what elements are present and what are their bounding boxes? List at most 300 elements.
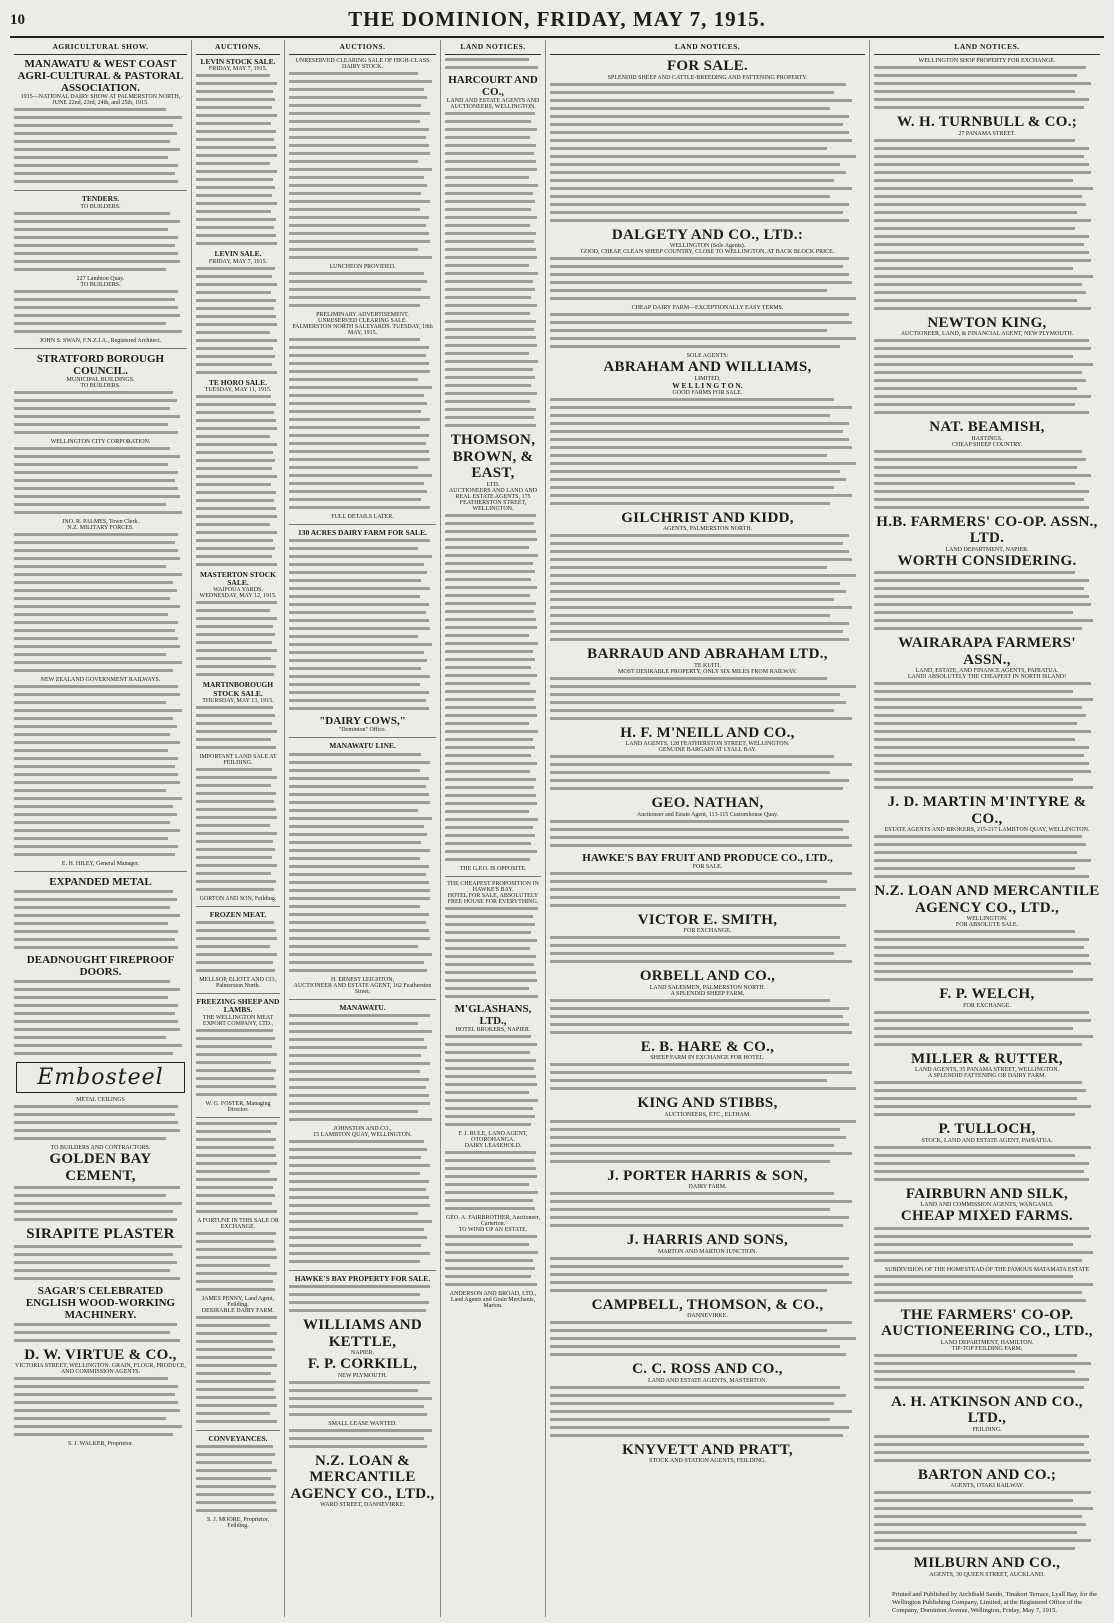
text-line — [14, 212, 187, 218]
ad-caption: LAND AND ESTATE AGENTS AND AUCTIONEERS, WELLINGTON. — [446, 98, 540, 111]
ad-heading: GOLDEN BAY CEMENT, — [49, 1151, 152, 1184]
text-line — [289, 793, 436, 799]
text-line — [14, 853, 187, 859]
text-line — [289, 1389, 436, 1395]
ad-caption: 15 LAMBTON QUAY, WELLINGTON. — [313, 1131, 412, 1138]
text-line — [445, 915, 541, 921]
ad-heading: THE FARMERS' CO-OP. AUCTIONEERING CO., LTD., — [881, 1306, 1093, 1339]
text-line — [874, 1291, 1100, 1297]
ad-caption: WELLINGTON (Sole Agents). — [669, 243, 746, 249]
ad-caption: THE G.P.O. IS OPPOSITE. — [459, 865, 527, 872]
ad-caption: LAND SALESMEN, PALMERSTON NORTH. — [649, 984, 766, 991]
text-line — [196, 1232, 280, 1238]
ad-caption: TO BUILDERS. — [80, 382, 121, 389]
text-line — [196, 1154, 280, 1160]
ad-body-text — [196, 395, 280, 569]
text-line — [289, 272, 436, 278]
text-line — [289, 304, 436, 310]
text-line — [196, 714, 280, 720]
text-line — [196, 146, 280, 152]
text-line — [14, 1277, 187, 1283]
text-line — [445, 192, 541, 198]
text-line — [445, 1283, 541, 1289]
text-line — [874, 786, 1100, 792]
ad-heading: WILLIAMS AND KETTLE, — [302, 1317, 423, 1350]
text-line — [289, 474, 436, 480]
text-line — [550, 944, 865, 950]
text-line — [445, 674, 541, 680]
text-line — [289, 136, 436, 142]
text-line — [289, 434, 436, 440]
text-line — [14, 156, 187, 162]
text-line — [445, 144, 541, 150]
ad-caption: LAND AGENTS, 128 FEATHERSTON STREET, WELLINGTON. — [625, 741, 790, 748]
text-line — [14, 1210, 187, 1216]
ad-caption: LAND! ABSOLUTELY THE CHEAPEST IN NORTH ISLAND! — [907, 674, 1067, 680]
text-line — [196, 617, 280, 623]
text-line — [445, 802, 541, 808]
text-line — [289, 603, 436, 609]
text-line — [550, 1329, 865, 1335]
text-line — [550, 273, 865, 279]
text-line — [196, 1388, 280, 1394]
ad-caption: SPLENDID SHEEP AND CATTLE-BREEDING AND FATTENING PROPERTY. — [607, 74, 808, 81]
ad-caption: TIP-TOP FEILDING FARM. — [951, 1345, 1023, 1352]
text-line — [874, 1443, 1100, 1449]
ad-heading: LEVIN SALE. — [214, 249, 262, 259]
ad-heading: D. W. VIRTUE & CO., — [24, 1346, 177, 1363]
text-line — [289, 1110, 436, 1116]
text-line — [289, 240, 436, 246]
text-line — [445, 1251, 541, 1257]
text-line — [445, 858, 541, 864]
text-line — [874, 411, 1100, 417]
text-line — [445, 296, 541, 302]
text-line — [289, 144, 436, 150]
text-line — [550, 257, 865, 263]
text-line — [550, 414, 865, 420]
text-line — [196, 218, 280, 224]
text-line — [550, 446, 865, 452]
text-line — [289, 450, 436, 456]
text-line — [14, 765, 187, 771]
text-line — [196, 539, 280, 545]
ad-caption: WARD STREET, DANNEVIRKE. — [320, 1502, 405, 1509]
text-line — [14, 1385, 187, 1391]
text-line — [550, 1321, 865, 1327]
text-line — [445, 1107, 541, 1113]
ad-caption: THE CHEAPEST PROPOSITION IN HAWKE'S BAY. — [447, 880, 539, 893]
text-line — [196, 210, 280, 216]
ad-caption: FULL DETAILS LATER. — [331, 514, 394, 520]
text-line — [289, 683, 436, 689]
text-line — [874, 930, 1100, 936]
text-line — [445, 834, 541, 840]
ad-caption: STOCK, LAND AND ESTATE AGENT, PAHIATUA. — [921, 1137, 1053, 1144]
text-line — [196, 339, 280, 345]
ad-body-text — [550, 755, 865, 793]
ad-caption: FOR ABSOLUTE SALE. — [955, 922, 1019, 928]
ad-body-text — [550, 936, 865, 966]
text-line — [550, 614, 865, 620]
text-line — [550, 1418, 865, 1424]
text-line — [196, 555, 280, 561]
text-line — [196, 1202, 280, 1208]
text-line — [445, 1207, 541, 1213]
text-line — [550, 1353, 865, 1359]
text-line — [550, 1063, 865, 1069]
text-line — [196, 872, 280, 878]
text-line — [196, 824, 280, 830]
text-line — [196, 1485, 280, 1491]
text-line — [550, 880, 865, 886]
text-line — [196, 746, 280, 752]
text-line — [550, 590, 865, 596]
ad-heading: LEVIN STOCK SALE. — [200, 57, 276, 66]
ad-body-text — [874, 571, 1100, 633]
ad-caption: HOTEL FOR SALE, ABSOLUTELY FREE HOUSE FOR EVERYTHING. — [447, 892, 539, 905]
text-line — [14, 391, 187, 397]
ad-body-text — [445, 1151, 541, 1213]
text-line — [289, 563, 436, 569]
ad-heading: CAMPBELL, THOMSON, & CO., — [591, 1296, 824, 1313]
text-line — [874, 746, 1100, 752]
text-line — [289, 953, 436, 959]
text-line — [196, 1380, 280, 1386]
ad-caption: N.Z. MILITARY FORCES. — [67, 524, 134, 531]
text-line — [445, 1123, 541, 1129]
ad-body-text — [445, 514, 541, 864]
text-line — [196, 1356, 280, 1362]
text-line — [550, 195, 865, 201]
ad-caption: WELLINGTON SHOP PROPERTY FOR EXCHANGE. — [918, 58, 1056, 64]
text-line — [196, 459, 280, 465]
text-line — [874, 187, 1100, 193]
text-line — [196, 800, 280, 806]
text-line — [289, 1118, 436, 1124]
text-line — [14, 108, 187, 114]
column-header: AGRICULTURAL SHOW. — [14, 40, 187, 55]
ad-body-text — [289, 1140, 436, 1266]
ad-caption: GOOD, CHEAP, CLEAN SHEEP COUNTRY, CLOSE TO WELLINGTON, AT BACK BLOCK PRICE. — [580, 249, 835, 255]
text-line — [289, 587, 436, 593]
text-line — [289, 691, 436, 697]
text-line — [196, 1186, 280, 1192]
text-line — [196, 202, 280, 208]
text-line — [550, 494, 865, 500]
ad-body-text — [550, 1192, 865, 1230]
text-line — [196, 515, 280, 521]
text-line — [874, 235, 1100, 241]
text-line — [196, 411, 280, 417]
ad-heading: CHEAP MIXED FARMS. — [900, 1208, 1074, 1224]
text-line — [289, 1086, 436, 1092]
text-line — [550, 1281, 865, 1287]
text-line — [289, 1381, 436, 1387]
text-line — [196, 738, 280, 744]
text-line — [289, 426, 436, 432]
text-line — [289, 921, 436, 927]
ad-heading: NAT. BEAMISH, — [929, 419, 1045, 435]
text-line — [196, 1272, 280, 1278]
text-line — [874, 851, 1100, 857]
ad-body-text — [874, 450, 1100, 512]
text-line — [874, 1251, 1100, 1257]
text-line — [196, 1264, 280, 1270]
text-line — [14, 236, 187, 242]
text-line — [14, 669, 187, 675]
text-line — [14, 140, 187, 146]
text-line — [550, 297, 865, 303]
text-line — [14, 314, 187, 320]
ad-caption: JAMES PENNY, Land Agent, Feilding. — [201, 1295, 275, 1308]
text-line — [445, 304, 541, 310]
text-line — [14, 1245, 187, 1251]
ad-caption: NAPIER. — [350, 1350, 375, 1357]
text-line — [196, 1093, 280, 1099]
text-line — [550, 438, 865, 444]
ad-body-text — [289, 1381, 436, 1419]
text-line — [14, 503, 187, 509]
text-line — [289, 1413, 436, 1419]
text-line — [196, 1348, 280, 1354]
text-line — [14, 1261, 187, 1267]
ad-caption: JOHNSTON AND CO., — [333, 1125, 392, 1132]
text-line — [445, 256, 541, 262]
text-line — [289, 104, 436, 110]
text-line — [550, 1079, 865, 1085]
text-line — [874, 1283, 1100, 1289]
text-line — [550, 677, 865, 683]
ad-body-text — [874, 682, 1100, 792]
text-line — [874, 195, 1100, 201]
ad-caption: PALMERSTON NORTH SALEYARDS. TUESDAY, 18th MAY, 1915. — [292, 324, 433, 336]
text-line — [550, 131, 865, 137]
text-line — [196, 1340, 280, 1346]
text-line — [550, 281, 865, 287]
text-line — [550, 1152, 865, 1158]
text-line — [14, 1377, 187, 1383]
text-line — [14, 1218, 187, 1224]
text-line — [196, 1324, 280, 1330]
text-line — [874, 259, 1100, 265]
text-line — [289, 1172, 436, 1178]
text-line — [14, 1004, 187, 1010]
text-line — [289, 897, 436, 903]
text-line — [874, 171, 1100, 177]
text-line — [289, 841, 436, 847]
text-line — [874, 730, 1100, 736]
text-line — [289, 651, 436, 657]
text-line — [14, 898, 187, 904]
text-line — [196, 776, 280, 782]
ad-caption: IMPORTANT LAND SALE AT FEILDING. — [199, 753, 277, 766]
ad-heading: VICTOR E. SMITH, — [637, 911, 778, 928]
text-line — [445, 762, 541, 768]
text-line — [289, 929, 436, 935]
text-line — [14, 322, 187, 328]
ad-body-text — [874, 66, 1100, 112]
divider — [289, 524, 436, 525]
text-line — [196, 945, 280, 951]
ad-heading: TENDERS. — [81, 194, 120, 204]
text-line — [874, 690, 1100, 696]
text-line — [14, 1202, 187, 1208]
text-line — [874, 243, 1100, 249]
text-line — [445, 995, 541, 1001]
text-line — [196, 483, 280, 489]
text-line — [445, 384, 541, 390]
text-line — [196, 1138, 280, 1144]
text-line — [289, 128, 436, 134]
ad-heading: BARTON AND CO.; — [917, 1466, 1057, 1483]
text-line — [874, 291, 1100, 297]
text-line — [445, 770, 541, 776]
text-line — [196, 331, 280, 337]
text-line — [445, 1183, 541, 1189]
text-line — [14, 407, 187, 413]
text-line — [196, 921, 280, 927]
text-line — [445, 1091, 541, 1097]
ad-body-text — [445, 1035, 541, 1129]
ad-caption: TO WIND UP AN ESTATE. — [458, 1226, 528, 1233]
text-line — [874, 307, 1100, 313]
text-line — [289, 200, 436, 206]
ad-caption: JOHN S. SWAN, F.N.Z.I.A., Registered Architect. — [39, 337, 162, 344]
text-line — [550, 1160, 865, 1166]
text-line — [445, 754, 541, 760]
text-line — [445, 1199, 541, 1205]
text-line — [196, 1372, 280, 1378]
text-line — [14, 124, 187, 130]
text-line — [550, 99, 865, 105]
column-header: AUCTIONS. — [289, 40, 436, 55]
text-line — [550, 582, 865, 588]
text-line — [445, 336, 541, 342]
text-line — [196, 1029, 280, 1035]
text-line — [196, 491, 280, 497]
text-line — [289, 1022, 436, 1028]
text-line — [445, 907, 541, 913]
text-line — [14, 423, 187, 429]
text-line — [196, 106, 280, 112]
ad-heading: H.B. FARMERS' CO-OP. ASSN., LTD. — [876, 513, 1098, 546]
text-line — [550, 844, 865, 850]
ad-body-text — [196, 768, 280, 894]
ad-heading: FAIRBURN AND SILK, — [905, 1185, 1069, 1202]
text-line — [14, 1129, 187, 1135]
ad-heading: WAIRARAPA FARMERS' ASSN., — [898, 635, 1076, 668]
text-line — [874, 163, 1100, 169]
text-line — [14, 805, 187, 811]
ad-heading: WORTH CONSIDERING. — [897, 552, 1077, 569]
ad-caption: 1915—NATIONAL DAIRY SHOW AT PALMERSTON NORTH, — [20, 94, 181, 101]
text-line — [874, 1097, 1100, 1103]
ad-caption: VICTORIA STREET, WELLINGTON. GRAIN, FLOUR, PRODUCE, AND COMMISSION AGENTS. — [15, 1363, 186, 1376]
text-line — [874, 954, 1100, 960]
text-line — [874, 1451, 1100, 1457]
text-line — [196, 888, 280, 894]
text-line — [874, 1354, 1100, 1360]
text-line — [289, 539, 436, 545]
text-line — [550, 1120, 865, 1126]
text-line — [289, 555, 436, 561]
text-line — [196, 82, 280, 88]
ad-body-text — [874, 1011, 1100, 1049]
text-line — [196, 856, 280, 862]
text-line — [550, 1265, 865, 1271]
ad-caption: AUCTIONEER, LAND, & FINANCIAL AGENT, NEW PLYMOUTH. — [900, 331, 1074, 337]
text-line — [445, 570, 541, 576]
text-line — [196, 1280, 280, 1286]
text-line — [289, 1204, 436, 1210]
text-line — [445, 1191, 541, 1197]
text-line — [14, 725, 187, 731]
text-line — [445, 1267, 541, 1273]
text-line — [196, 1469, 280, 1475]
text-line — [14, 1331, 187, 1337]
text-line — [289, 913, 436, 919]
page-title: THE DOMINION, FRIDAY, MAY 7, 1915. — [348, 7, 766, 31]
text-line — [196, 74, 280, 80]
text-line — [874, 714, 1100, 720]
text-line — [289, 1405, 436, 1411]
divider — [445, 876, 541, 877]
text-line — [196, 768, 280, 774]
text-line — [289, 442, 436, 448]
ad-caption: W. G. FOSTER, Managing Director. — [205, 1100, 271, 1113]
ad-caption: TO BUILDERS. — [80, 281, 121, 288]
text-line — [445, 546, 541, 552]
ad-body-text — [196, 1232, 280, 1294]
text-line — [874, 867, 1100, 873]
ad-body-text — [289, 539, 436, 713]
text-line — [14, 180, 187, 186]
text-line — [289, 1228, 436, 1234]
text-line — [874, 875, 1100, 881]
text-line — [14, 1044, 187, 1050]
text-line — [196, 1364, 280, 1370]
ad-caption: FEILDING. — [972, 1426, 1002, 1433]
text-line — [874, 90, 1100, 96]
ad-heading: MANAWATU LINE. — [329, 741, 396, 751]
text-line — [550, 638, 865, 644]
text-line — [196, 1037, 280, 1043]
text-line — [874, 1035, 1100, 1041]
text-line — [14, 946, 187, 952]
text-line — [550, 771, 865, 777]
text-line — [14, 837, 187, 843]
text-line — [289, 881, 436, 887]
text-line — [550, 598, 865, 604]
text-line — [196, 299, 280, 305]
text-line — [550, 709, 865, 715]
text-line — [550, 755, 865, 761]
text-line — [289, 402, 436, 408]
ad-body-text — [14, 1105, 187, 1143]
text-line — [14, 164, 187, 170]
text-line — [550, 685, 865, 691]
text-line — [14, 996, 187, 1002]
text-line — [445, 810, 541, 816]
text-line — [445, 746, 541, 752]
text-line — [445, 594, 541, 600]
ad-body-text — [289, 1429, 436, 1451]
text-line — [289, 785, 436, 791]
text-line — [289, 1156, 436, 1162]
text-line — [289, 1046, 436, 1052]
text-line — [14, 773, 187, 779]
